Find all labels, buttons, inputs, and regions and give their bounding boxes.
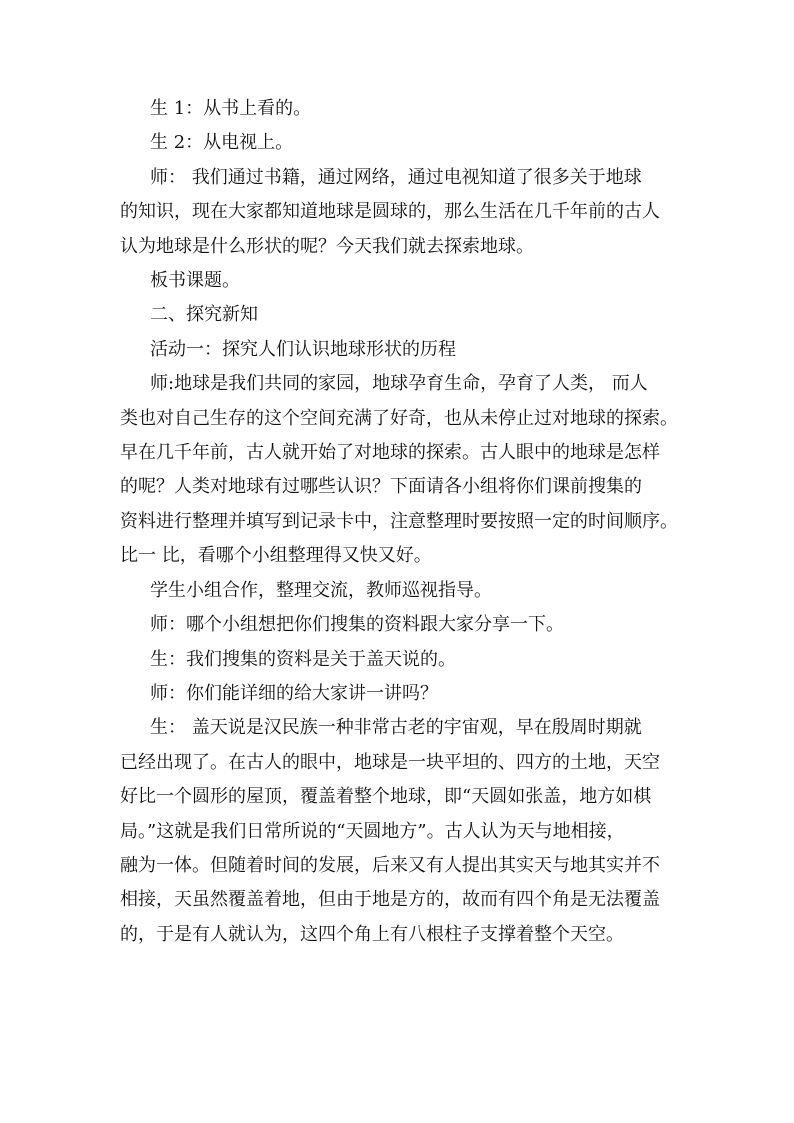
activity-heading [120,333,686,367]
paragraph-student-gaitian [120,643,686,677]
text-line: 相接，天虽然覆盖着地，但由于地是方的，故而有四个角是无法覆盖 [120,889,660,911]
paragraph-teacher-activity [120,367,686,573]
text-line: 二、探究新知 [150,304,258,326]
text-line: 融为一体。但随着时间的发展，后来又有人提出其实天与地其实并不 [120,854,660,876]
text-line: 类也对自己生存的这个空间充满了好奇，也从未停止过对地球的探索。 [120,407,678,429]
paragraph-group-work [120,574,686,608]
text-line: 好比一个圆形的屋顶，覆盖着整个地球，即“天圆如张盖，地方如棋 [120,786,652,808]
text-line: 的呢？人类对地球有过哪些认识？下面请各小组将你们课前搜集的 [120,476,642,498]
document-body [120,92,686,952]
text-line: 生： 盖天说是汉民族一种非常古老的宇宙观，早在殷周时期就 [150,717,642,739]
text-line: 已经出现了。在古人的眼中，地球是一块平坦的、四方的土地，天空 [120,751,660,773]
text-line: 生：我们搜集的资料是关于盖天说的。 [150,648,456,670]
section-heading [120,298,686,332]
text-line: 生 2：从电视上。 [150,132,294,154]
text-line: 师：哪个小组想把你们搜集的资料跟大家分享一下。 [150,614,564,636]
text-line: 早在几千年前，古人就开始了对地球的探索。古人眼中的地球是怎样 [120,442,660,464]
paragraph-teacher-share [120,608,686,642]
paragraph-teacher-intro [120,161,686,264]
paragraph-board-title [120,264,686,298]
text-line: 比一 比，看哪个小组整理得又快又好。 [120,545,432,567]
text-line: 认为地球是什么形状的呢？今天我们就去探索地球。 [120,235,534,257]
text-line: 师： 我们通过书籍，通过网络，通过电视知道了很多关于地球 [150,166,642,188]
text-line: 生 1：从书上看的。 [150,98,312,119]
text-line: 学生小组合作，整理交流，教师巡视指导。 [150,579,492,601]
text-line: 师：你们能详细的给大家讲一讲吗？ [150,682,438,704]
paragraph-student-explain [120,711,686,952]
text-line: 的，于是有人就认为，这四个角上有八根柱子支撑着整个天空。 [120,923,624,945]
paragraph-student-1 [120,92,686,126]
paragraph-student-2 [120,126,686,160]
text-line: 活动一：探究人们认识地球形状的历程 [150,338,456,360]
paragraph-teacher-ask [120,677,686,711]
text-line: 师:地球是我们共同的家园，地球孕育生命，孕育了人类， 而人 [150,373,648,395]
text-line: 的知识，现在大家都知道地球是圆球的，那么生活在几千年前的古人 [120,201,660,223]
text-line: 局。”这就是我们日常所说的“天圆地方”。古人认为天与地相接， [120,820,625,842]
text-line: 板书课题。 [150,270,240,292]
text-line: 资料进行整理并填写到记录卡中，注意整理时要按照一定的时间顺序。 [120,510,678,532]
